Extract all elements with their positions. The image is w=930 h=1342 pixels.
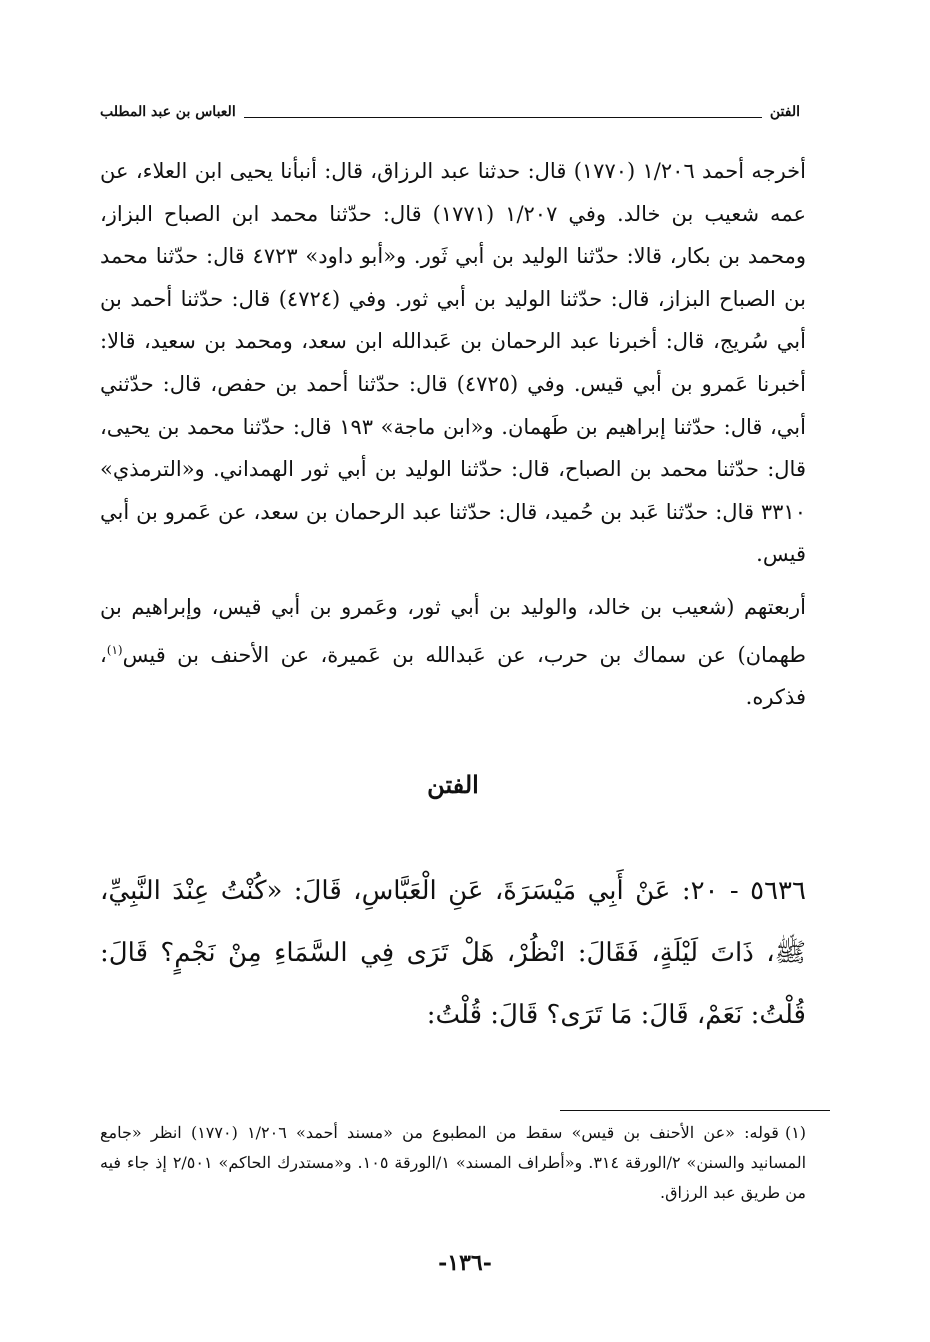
footnote-reference[interactable]: (١) — [106, 642, 123, 657]
header-rule — [244, 117, 762, 118]
footnote-separator — [560, 1110, 830, 1111]
paragraph-2-tail: ، فذكره. — [100, 642, 806, 710]
section-title: الفتن — [427, 770, 479, 799]
footnote — [100, 1118, 806, 1208]
footnote-number: (١) — [784, 1123, 807, 1142]
header-book-label: العباس بن عبد المطلب — [100, 104, 236, 120]
running-header — [100, 100, 800, 124]
chain-paragraph — [100, 586, 806, 719]
hadith-text: ٥٦٣٦ - ٢٠: عَنْ أَبِي مَيْسَرَةَ، عَنِ الْعَبَّاسِ، قَالَ: «كُنْتُ عِنْدَ النَّبِيِّ، ﷺ، ذَاتَ لَيْلَةٍ، فَقَالَ: انْظُرْ، هَلْ تَرَى فِي السَّمَاءِ مِنْ نَجْمٍ؟ قَالَ: قُلْتُ: نَعَمْ، قَالَ: مَا تَرَى؟ قَالَ: قُلْتُ: — [100, 876, 806, 1030]
footnote-text: قوله: «عن الأحنف بن قيس» سقط من المطبوع من «مسند أحمد» ١/٢٠٦ (١٧٧٠) انظر «جامع المسانيد والسنن» ٢/الورقة ٣١٤. و«أطراف المسند» ١/الورقة ١٠٥. و«مستدرك الحاكم» ٢/٥٠١ إذ جاء فيه من طريق عبد الرزاق. — [100, 1123, 807, 1202]
header-chapter-label: الفتن — [769, 104, 800, 120]
paragraph-1: أخرجه أحمد ١/٢٠٦ (١٧٧٠) قال: حدثنا عبد الرزاق، قال: أنبأنا يحيى ابن العلاء، عن عمه شعيب بن خالد. وفي ١/٢٠٧ (١٧٧١) قال: حدّثنا محمد ابن الصباح البزاز، ومحمد بن بكار، قالا: حدّثنا الوليد بن أبي ثَور. و«أبو داود» ٤٧٢٣ قال: حدّثنا محمد بن الصباح البزاز، قال: حدّثنا الوليد بن أبي ثور. وفي (٤٧٢٤) قال: حدّثنا أحمد بن أبي سُريج، قال: أخبرنا عبد الرحمان بن عَبدالله ابن سعد، ومحمد بن سعيد، قالا: أخبرنا عَمرو بن أبي قيس. وفي (٤٧٢٥) قال: حدّثنا أحمد بن حفص، قال: حدّثني أبي، قال: حدّثنا إبراهيم بن طَهمان. و«ابن ماجة» ١٩٣ قال: حدّثنا محمد بن يحيى، قال: حدّثنا محمد بن الصباح، قال: حدّثنا الوليد بن أبي ثور الهمداني. و«الترمذي» ٣٣١٠ قال: حدّثنا عَبد بن حُميد، قال: حدّثنا عبد الرحمان بن سعد، عن عَمرو بن أبي قيس. — [100, 159, 807, 567]
paragraph-2 — [100, 586, 806, 719]
paragraph-2-main: أربعتهم (شعيب بن خالد، والوليد بن أبي ثور، وعَمرو بن أبي قيس، وإبراهيم بن طهمان) عن سماك بن حرب، عن عَبدالله بن عَميرة، عن الأحنف بن قيس — [100, 595, 806, 667]
takhrij-paragraph — [100, 150, 806, 576]
page-number: -١٣٦- — [438, 1250, 492, 1276]
